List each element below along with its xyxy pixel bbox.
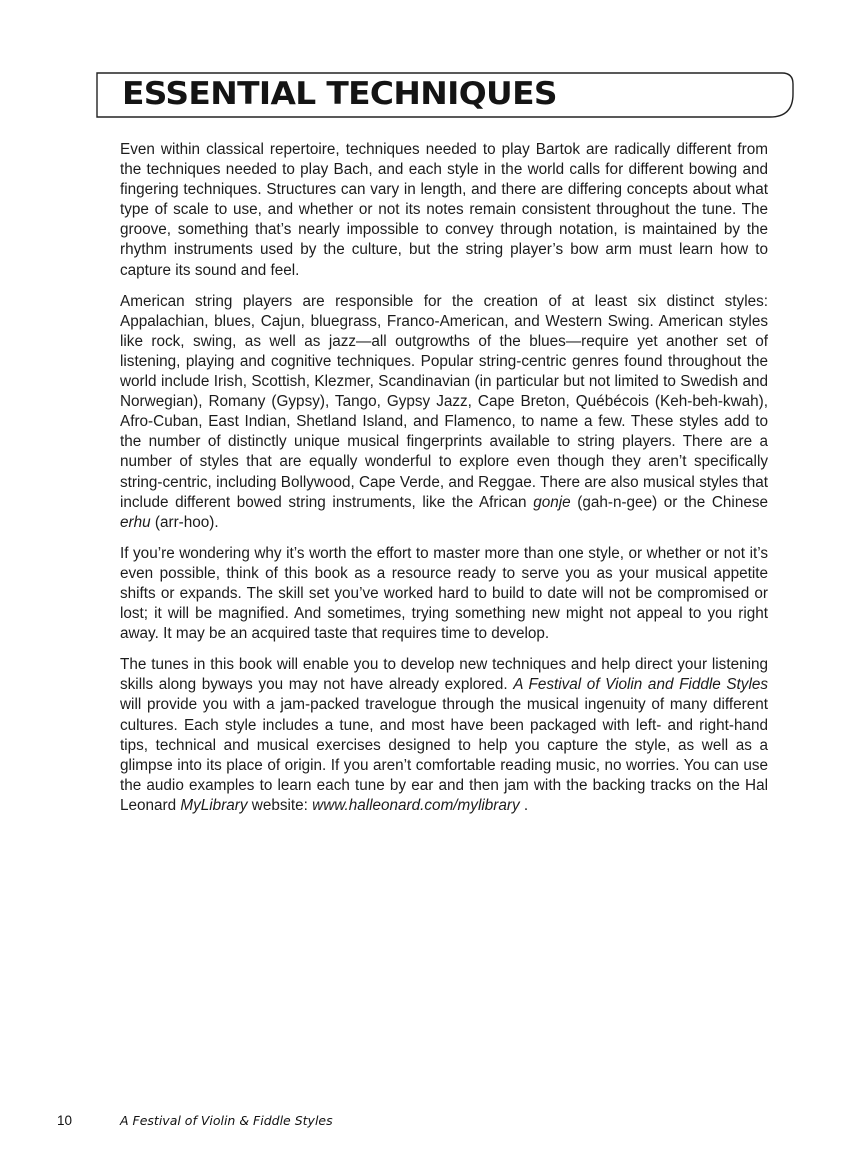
paragraph-4-italic-a: A Festival of Violin and Fiddle Styles <box>513 676 769 694</box>
paragraph-4-text-d: . <box>519 796 529 814</box>
paragraph-4-text-b: will provide you with a jam-packed travelogue through the musical ingenuity of many different cultures. Each style includes a tune, and most have been packaged with left- and right-hand tips, technical and musical exercises designed to help you capture the style, as well as a glimpse into its place of origin. If you aren’t comfortable reading music, no worries. You can use the audio examples to learn each tune by ear and then jam with the backing tracks on the Hal Leonard <box>120 696 768 814</box>
article-body <box>120 140 768 827</box>
paragraph-2-text-b: (gah-n-gee) or the Chinese <box>570 493 769 511</box>
paragraph-2-italic-a: gonje <box>533 493 571 511</box>
website-link[interactable]: www.halleonard.com/mylibrary <box>312 796 520 814</box>
paragraph-3: If you’re wondering why it’s worth the effort to master more than one style, or whether or not it’s even possible, think of this book as a resource ready to serve you as your musical appetite shifts or expands. The skill set you’ve worked hard to build to date will not be compromised or lost; it will be magnified. And sometimes, trying something new might not appeal to you right away. It may be an acquired taste that requires time to develop. <box>120 544 768 643</box>
paragraph-4-italic-b: MyLibrary <box>180 796 248 814</box>
paragraph-4-text-c: website: <box>247 796 313 814</box>
section-header <box>96 72 794 118</box>
page-number: 10 <box>57 1113 73 1128</box>
paragraph-4 <box>120 655 768 816</box>
paragraph-2-italic-b: erhu <box>120 513 151 531</box>
paragraph-2 <box>120 292 768 533</box>
paragraph-1: Even within classical repertoire, techniques needed to play Bartok are radically different from the techniques needed to play Bach, and each style in the world calls for different bowing and fingering techniques. Structures can vary in length, and there are differing concepts about what type of scale to use, and whether or not its notes remain consistent throughout the tune. The groove, something that’s nearly impossible to convey through notation, is maintained by the rhythm instruments used by the culture, but the string player’s bow arm must learn how to capture its sound and feel. <box>120 141 768 279</box>
paragraph-4-text-a: The tunes in this book will enable you to develop new techniques and help direct your listening skills along byways you may not have already explored. <box>120 656 768 694</box>
page-title: ESSENTIAL TECHNIQUES <box>122 76 557 112</box>
paragraph-2-text-a: American string players are responsible for the creation of at least six distinct styles: Appalachian, blues, Cajun, bluegrass, Franco-American, and Western Swing. American styles like rock, swing, as well as jazz—all outgrowths of the blues—require yet another set of listening, playing and cognitive techniques. Popular string-centric genres found throughout the world include Irish, Scottish, Klezmer, Scandinavian (in particular but not limited to Swedish and Norwegian), Romany (Gypsy), Tango, Gypsy Jazz, Cape Breton, Québécois (Keh-beh-kwah), Afro-Cuban, East Indian, Shetland Island, and Flamenco, to name a few. These styles add to the number of distinctly unique musical fingerprints available to string players. There are a number of styles that are equally wonderful to explore even though they aren’t specifically string-centric, including Bollywood, Cape Verde, and Reggae. There are also musical styles that include different bowed string instruments, like the African <box>120 292 768 511</box>
paragraph-2-text-c: (arr-hoo). <box>150 513 219 531</box>
running-title: A Festival of Violin & Fiddle Styles <box>120 1113 333 1128</box>
